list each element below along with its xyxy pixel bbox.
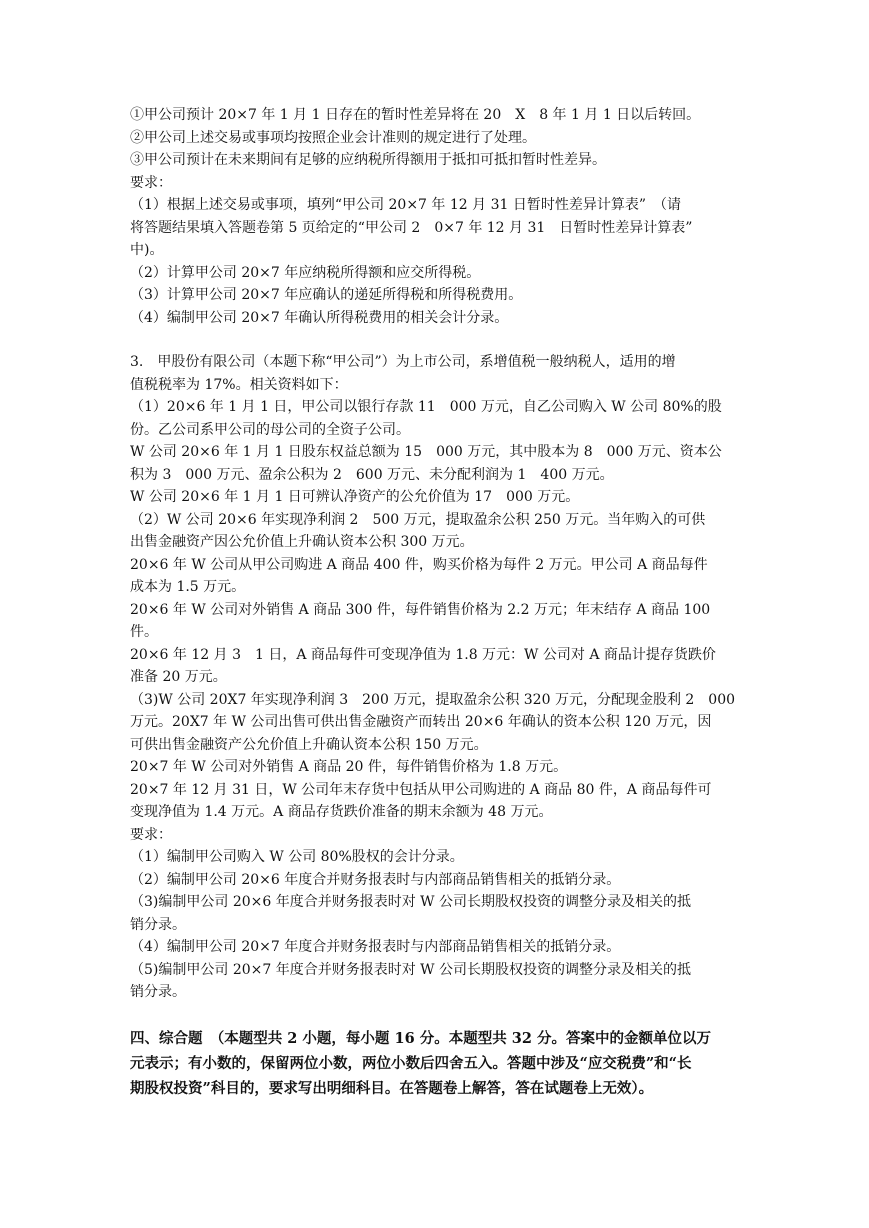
requirement-line: （4）编制甲公司 20×7 年度合并财务报表时与内部商品销售相关的抵销分录。 [130, 939, 621, 955]
question-3-line: 20×6 年 12 月 3 1 日，A 商品每件可变现净值为 1.8 万元：W 公司对 A 商品计提存货跌价 [130, 646, 716, 663]
question-3-line: 成本为 1.5 万元。 [130, 579, 246, 595]
section-4-heading-line: 元表示；有小数的，保留两位小数，两位小数后四舍五入。答题中涉及“应交税费”和“长 [130, 1054, 692, 1072]
paragraph-gap [130, 1004, 742, 1026]
notes-block [130, 104, 742, 172]
question-3-line: （1）20×6 年 1 月 1 日，甲公司以银行存款 11 000 万元，自乙公司购入 W 公司 80%的股 [130, 399, 722, 415]
question-3-line: W 公司 20×6 年 1 月 1 日股东权益总额为 15 000 万元，其中股本为 8 000 万元、资本公 [130, 444, 722, 460]
note-line: ①甲公司预计 20×7 年 1 月 1 日存在的暂时性差异将在 20 X 8 年 1 月 1 日以后转回。 [130, 107, 701, 123]
question-3-block [130, 351, 742, 824]
question-3-line: （2）W 公司 20×6 年实现净利润 2 500 万元，提取盈余公积 250 万元。当年购入的可供 [130, 511, 706, 528]
requirement-line: （3)编制甲公司 20×6 年度合并财务报表时对 W 公司长期股权投资的调整分录及相关的抵 [130, 894, 692, 910]
question-3-line: 20×6 年 W 公司从甲公司购进 A 商品 400 件，购买价格为每件 2 万元。甲公司 A 商品每件 [130, 556, 708, 573]
note-line: ③甲公司预计在未来期间有足够的应纳税所得额用于抵扣可抵扣暂时性差异。 [130, 152, 606, 168]
requirement-line: （1）编制甲公司购入 W 公司 80%股权的会计分录。 [130, 849, 464, 865]
document-body [130, 104, 742, 1101]
question-3-line: 3. 甲股份有限公司（本题下称“甲公司”）为上市公司，系增值税一般纳税人，适用的增 [130, 354, 676, 370]
question-3-line: 出售金融资产因公允价值上升确认资本公积 300 万元。 [130, 534, 474, 550]
question-3-line: 20×7 年 W 公司对外销售 A 商品 20 件，每件销售价格为 1.8 万元。 [130, 759, 568, 775]
requirement-line: 中)。 [130, 242, 164, 258]
question-3-line: 准备 20 万元。 [130, 669, 227, 685]
question-3-line: 值税税率为 17%。相关资料如下： [130, 376, 348, 393]
section-4-heading-line: 期股权投资”科目的，要求写出明细科目。在答题卷上解答，答在试题卷上无效）。 [130, 1079, 654, 1097]
question-3-line: 份。乙公司系甲公司的母公司的全资子公司。 [130, 421, 410, 438]
requirement-line: （2）编制甲公司 20×6 年度合并财务报表时与内部商品销售相关的抵销分录。 [130, 871, 621, 888]
requirement-line: 销分录。 [130, 984, 186, 1000]
section-4-block [130, 1026, 742, 1101]
requirement-line: 将答题结果填入答题卷第 5 页给定的“甲公司 2 0×7 年 12 月 31 日暂时性差异计算表” [130, 219, 693, 236]
question-3-line: W 公司 20×6 年 1 月 1 日可辨认净资产的公允价值为 17 000 万元。 [130, 489, 580, 505]
question-3-line: （3)W 公司 20X7 年实现净利润 3 200 万元，提取盈余公积 320 万元，分配现金股利 2 000 [130, 691, 736, 708]
requirements-block-2 [130, 824, 742, 1004]
requirement-line: （3）计算甲公司 20×7 年应确认的递延所得税和所得税费用。 [130, 287, 523, 303]
question-3-line: 万元。20X7 年 W 公司出售可供出售金融资产而转出 20×6 年确认的资本公积 120 万元，因 [130, 714, 712, 730]
question-3-line: 可供出售金融资产公允价值上升确认资本公积 150 万元。 [130, 736, 488, 753]
requirement-line: （4）编制甲公司 20×7 年确认所得税费用的相关会计分录。 [130, 309, 509, 326]
requirement-line: （2）计算甲公司 20×7 年应纳税所得额和应交所得税。 [130, 264, 481, 281]
question-3-line: 20×7 年 12 月 31 日，W 公司年末存货中包括从甲公司购进的 A 商品 80 件，A 商品每件可 [130, 781, 712, 798]
paragraph-gap [130, 329, 742, 351]
section-4-heading-line: 四、综合题 （本题型共 2 小题，每小题 16 分。本题型共 32 分。答案中的金额单位以万 [130, 1029, 711, 1047]
requirement-line: （5)编制甲公司 20×7 年度合并财务报表时对 W 公司长期股权投资的调整分录及相关的抵 [130, 961, 692, 978]
question-3-line: 变现净值为 1.4 万元。A 商品存货跌价准备的期末余额为 48 万元。 [130, 804, 553, 820]
note-line: ②甲公司上述交易或事项均按照企业会计准则的规定进行了处理。 [130, 129, 536, 146]
question-3-line: 积为 3 000 万元、盈余公积为 2 600 万元、未分配利润为 1 400 万元。 [130, 466, 614, 483]
requirements-block-1 [130, 172, 742, 330]
requirement-line: 销分录。 [130, 916, 186, 933]
question-3-line: 20×6 年 W 公司对外销售 A 商品 300 件，每件销售价格为 2.2 万元；年末结存 A 商品 100 [130, 601, 711, 618]
question-3-line: 件。 [130, 624, 158, 640]
requirements-heading: 要求： [130, 826, 172, 843]
requirements-heading: 要求： [130, 174, 172, 191]
requirement-line: （1）根据上述交易或事项，填列“甲公司 20×7 年 12 月 31 日暂时性差异计算表” （请 [130, 197, 682, 213]
